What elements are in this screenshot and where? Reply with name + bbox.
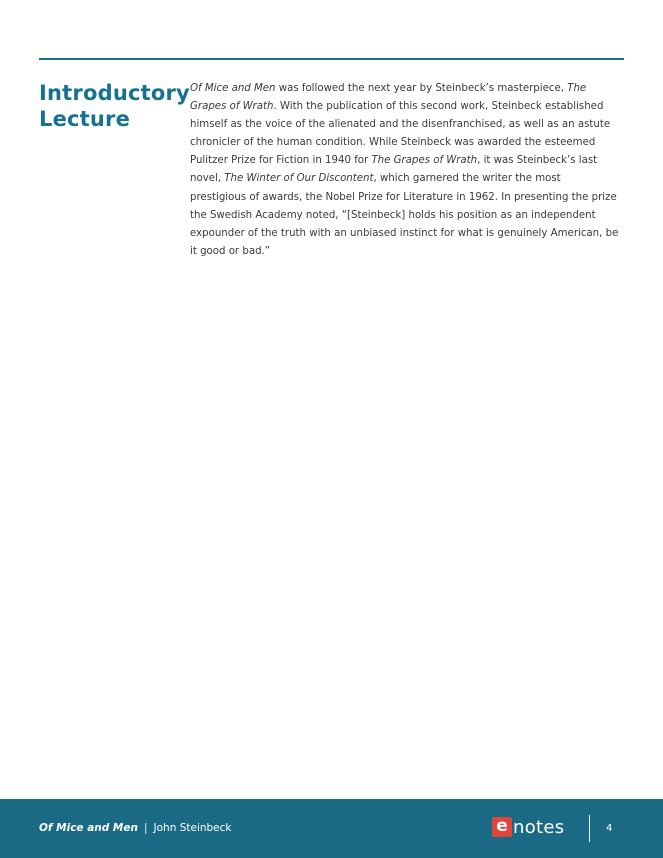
text-run: , it was Steinbeck’s last novel, <box>190 155 598 185</box>
text-run: . With the publication of this second work, Steinbeck established himself as the voice of the alienated and the disenfranchised, as well as an astute chronicler of the human condition. While Steinbeck was awarded the esteemed Pulitzer Prize for Fiction in 1940 for <box>190 101 611 167</box>
logo-e-icon: e <box>492 817 512 837</box>
footer-divider <box>589 815 590 842</box>
section-heading: Introductory Lecture <box>39 81 190 131</box>
footer-author: John Steinbeck <box>153 822 232 834</box>
logo-wordmark: notes <box>513 816 565 838</box>
footer-separator: | <box>143 822 148 834</box>
book-title-italic: The Grapes of Wrath <box>190 83 587 113</box>
text-run: , which garnered the writer the most prestigious of awards, the Nobel Prize for Literature in 1962. In presenting the prize the Swedish Academy noted, “[Steinbeck] holds his position as an independent expounder of the truth with an unbiased instinct for what is genuinely American, be it good or bad.” <box>190 173 619 257</box>
text-run: was followed the next year by Steinbeck’s masterpiece, <box>275 83 568 94</box>
footer-citation <box>39 822 232 834</box>
top-divider <box>39 58 624 60</box>
enotes-logo <box>492 815 564 839</box>
book-title-italic: The Winter of Our Discontent <box>224 173 374 185</box>
book-title-italic: Of Mice and Men <box>190 83 276 94</box>
book-title-italic: The Grapes of Wrath <box>371 155 478 167</box>
page-footer <box>0 799 663 858</box>
lecture-paragraph <box>190 80 620 261</box>
footer-book-title: Of Mice and Men <box>39 822 138 834</box>
page-number: 4 <box>606 823 613 834</box>
